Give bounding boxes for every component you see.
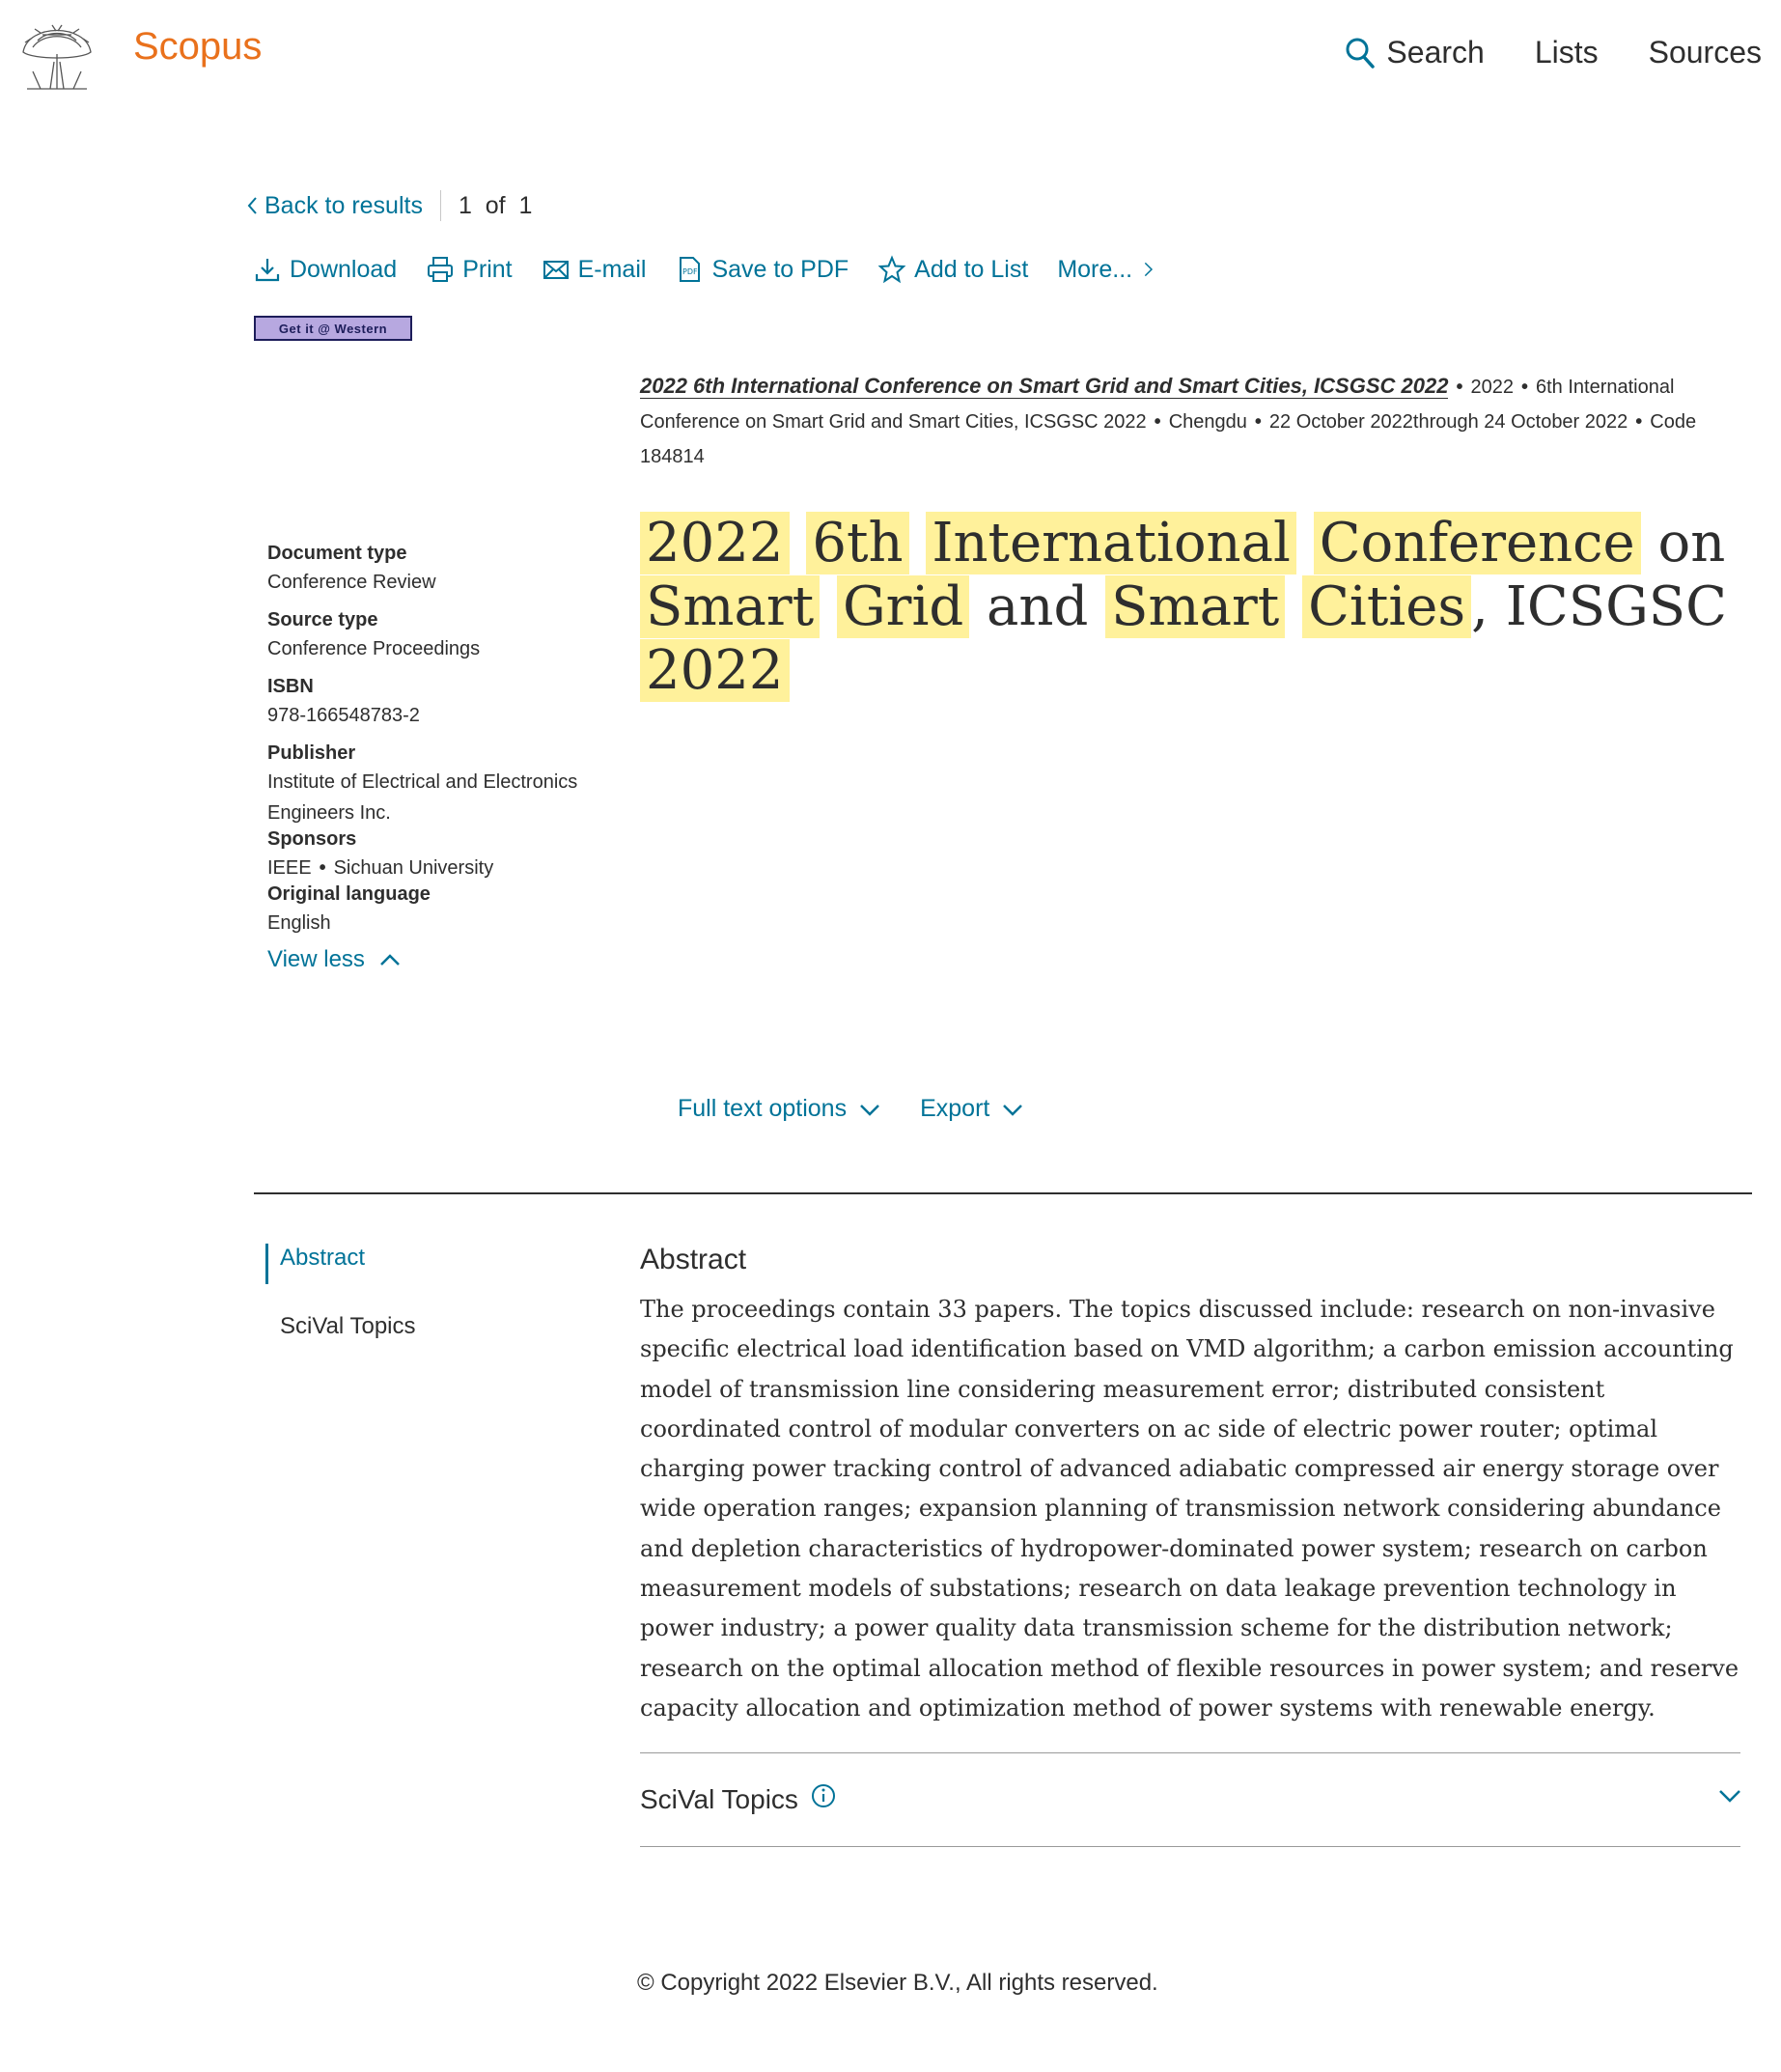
pdf-icon	[675, 255, 704, 284]
sponsor-sichuan: Sichuan University	[333, 857, 494, 879]
results-navigation	[245, 190, 532, 221]
title-word: 2022	[640, 639, 790, 702]
separator-dot: •	[1635, 411, 1643, 433]
title-word: 2022	[640, 512, 790, 574]
isbn-label: ISBN	[267, 676, 314, 697]
source-type-value: Conference Proceedings	[267, 638, 481, 659]
title-word: , ICSGSC	[1471, 575, 1728, 638]
title-word: and	[987, 575, 1089, 638]
print-label: Print	[462, 255, 513, 283]
publisher-value: Institute of Electrical and Electronics Engineers Inc.	[267, 771, 578, 824]
export-label: Export	[920, 1095, 990, 1122]
more-button[interactable]	[1057, 255, 1159, 284]
nav-search-label: Search	[1386, 35, 1485, 70]
source-location: Chengdu	[1168, 411, 1247, 433]
star-icon	[877, 255, 906, 284]
source-code: Code 184814	[640, 411, 1697, 467]
anchor-scival-topics[interactable]: SciVal Topics	[280, 1313, 416, 1339]
source-conference: 6th International Conference on Smart Grid and Smart Cities, ICSGSC 2022	[640, 377, 1675, 433]
get-it-at-western-button[interactable]: Get it @ Western	[254, 316, 412, 341]
sponsors-label: Sponsors	[267, 828, 357, 850]
nav-lists[interactable]	[1535, 35, 1599, 70]
elsevier-logo[interactable]	[14, 14, 100, 93]
sponsor-ieee: IEEE	[267, 857, 312, 879]
add-to-list-label: Add to List	[914, 255, 1029, 283]
separator-dot: •	[1456, 377, 1463, 398]
view-less-label: View less	[267, 946, 365, 972]
scival-topics-section[interactable]	[640, 1784, 837, 1815]
separator-dot: •	[1254, 411, 1262, 433]
view-less-button[interactable]	[267, 946, 605, 973]
save-to-pdf-button[interactable]	[675, 255, 849, 284]
publisher-label: Publisher	[267, 742, 356, 764]
back-to-results-link[interactable]	[245, 192, 423, 220]
more-label: More...	[1057, 255, 1133, 283]
source-dates: 22 October 2022through 24 October 2022	[1268, 411, 1628, 433]
document-type-label: Document type	[267, 543, 407, 564]
add-to-list-button[interactable]	[877, 255, 1028, 284]
source-title-link[interactable]: 2022 6th International Conference on Smart Grid and Smart Cities, ICSGSC 2022	[640, 374, 1449, 398]
scival-topics-heading: SciVal Topics	[640, 1784, 798, 1814]
document-title	[640, 512, 1750, 703]
email-icon	[542, 255, 570, 284]
result-count: 1 of 1	[458, 191, 533, 219]
top-navigation	[1346, 35, 1762, 70]
full-text-options-button[interactable]	[678, 1095, 881, 1123]
abstract-text: The proceedings contain 33 papers. The topics discussed include: research on non-invasive specific electrical load identification based on VMD algorithm; a carbon emission accounting model of transmission line considering measurement error; distributed consistent coordinated control of modular converters on ac side of electric power router; optimal charging power tracking control of advanced adiabatic compressed air energy storage over wide operation ranges; expansion planning of transmission network considering abundance and depletion characteristics of hydropower-dominated power system; research on carbon measurement models of substations; research on data leakage prevention technology in power industry; a power quality data transmission scheme for the distribution network; research on the optimal allocation method of flexible resources in power system; and reserve capacity allocation and optimization method of power systems with renewable energy.	[640, 1296, 1739, 1722]
separator-dot: •	[1520, 377, 1528, 398]
title-word: Smart	[1105, 575, 1285, 638]
section-divider	[254, 1192, 1752, 1194]
svg-text:PDF: PDF	[682, 267, 699, 276]
email-button[interactable]	[542, 255, 647, 284]
document-toolbar	[253, 255, 1159, 284]
divider	[640, 1846, 1740, 1847]
document-details	[267, 533, 605, 973]
page-anchors	[265, 1244, 416, 1340]
email-label: E-mail	[577, 255, 647, 283]
divider	[440, 190, 441, 221]
chevron-down-icon	[858, 1102, 881, 1117]
anchor-abstract[interactable]: Abstract	[265, 1244, 416, 1284]
source-year: 2022	[1470, 377, 1514, 398]
title-word: on	[1657, 512, 1726, 574]
chevron-down-icon	[1001, 1102, 1024, 1117]
copyright-notice: © Copyright 2022 Elsevier B.V., All rights reserved.	[637, 1970, 1158, 1996]
chevron-up-icon	[378, 952, 402, 967]
download-icon	[253, 255, 282, 284]
download-label: Download	[290, 255, 398, 283]
info-icon[interactable]	[810, 1782, 837, 1809]
title-word: Cities	[1302, 575, 1471, 638]
title-word: Conference	[1314, 512, 1641, 574]
nav-sources[interactable]	[1649, 35, 1762, 70]
chevron-right-icon	[1140, 255, 1159, 284]
back-to-results-label: Back to results	[264, 191, 423, 219]
search-icon	[1346, 38, 1375, 69]
nav-lists-label: Lists	[1534, 35, 1599, 70]
divider	[640, 1752, 1740, 1753]
isbn-value: 978-166548783-2	[267, 705, 420, 726]
print-icon	[426, 255, 455, 284]
document-type-value: Conference Review	[267, 572, 436, 593]
export-button[interactable]	[920, 1095, 1024, 1123]
separator-dot: •	[319, 857, 326, 879]
title-word: Grid	[837, 575, 969, 638]
nav-sources-label: Sources	[1648, 35, 1762, 70]
chevron-left-icon	[245, 195, 259, 216]
separator-dot: •	[1154, 411, 1161, 433]
document-actions	[678, 1095, 1024, 1123]
source-info	[640, 369, 1750, 474]
language-value: English	[267, 912, 331, 934]
chevron-down-icon[interactable]	[1716, 1786, 1743, 1806]
language-label: Original language	[267, 883, 431, 905]
title-word: International	[926, 512, 1296, 574]
nav-search[interactable]	[1346, 35, 1484, 70]
scopus-brand[interactable]: Scopus	[133, 25, 263, 68]
title-word: Smart	[640, 575, 820, 638]
full-text-options-label: Full text options	[678, 1095, 848, 1122]
source-type-label: Source type	[267, 609, 378, 630]
download-button[interactable]	[253, 255, 397, 284]
sponsors-value	[267, 853, 605, 883]
print-button[interactable]	[426, 255, 512, 284]
abstract-heading: Abstract	[640, 1244, 747, 1275]
title-word: 6th	[806, 512, 908, 574]
save-to-pdf-label: Save to PDF	[711, 255, 849, 283]
